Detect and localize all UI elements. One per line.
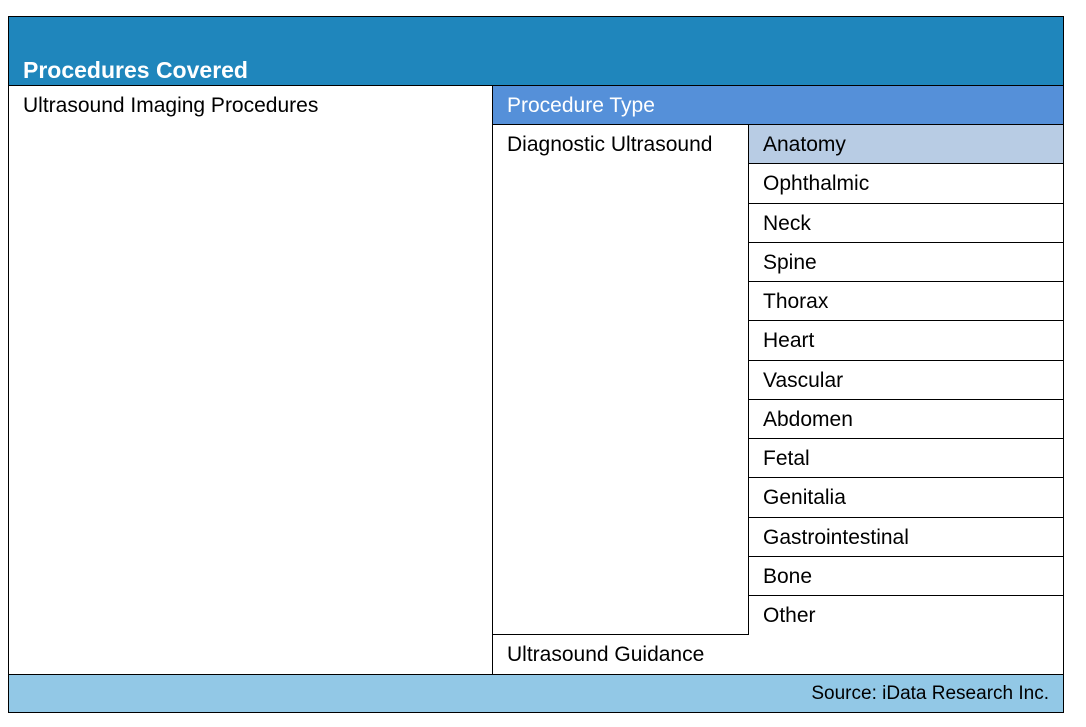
- title-bar: [9, 17, 1063, 86]
- category-cell: Ultrasound Imaging Procedures: [9, 86, 493, 674]
- anatomy-item-bone: Bone: [749, 557, 1063, 596]
- anatomy-header: Anatomy: [749, 125, 1063, 164]
- diagnostic-ultrasound-cell: Diagnostic Ultrasound: [493, 125, 749, 635]
- anatomy-item-gastrointestinal: Gastrointestinal: [749, 518, 1063, 557]
- anatomy-item-spine: Spine: [749, 243, 1063, 282]
- anatomy-list: [749, 125, 1063, 635]
- procedures-table: [8, 16, 1064, 713]
- source-text: Source: iData Research Inc.: [811, 683, 1049, 704]
- anatomy-item-fetal: Fetal: [749, 439, 1063, 478]
- table-title: Procedures Covered: [23, 57, 248, 83]
- anatomy-item-abdomen: Abdomen: [749, 400, 1063, 439]
- anatomy-item-thorax: Thorax: [749, 282, 1063, 321]
- anatomy-item-ophthalmic: Ophthalmic: [749, 164, 1063, 203]
- ultrasound-guidance-cell: Ultrasound Guidance: [507, 643, 705, 666]
- anatomy-item-neck: Neck: [749, 204, 1063, 243]
- source-bar: [9, 674, 1063, 712]
- anatomy-item-genitalia: Genitalia: [749, 478, 1063, 517]
- anatomy-item-heart: Heart: [749, 321, 1063, 360]
- procedure-type-header: Procedure Type: [493, 86, 1063, 125]
- anatomy-item-vascular: Vascular: [749, 361, 1063, 400]
- anatomy-item-other: Other: [763, 604, 816, 627]
